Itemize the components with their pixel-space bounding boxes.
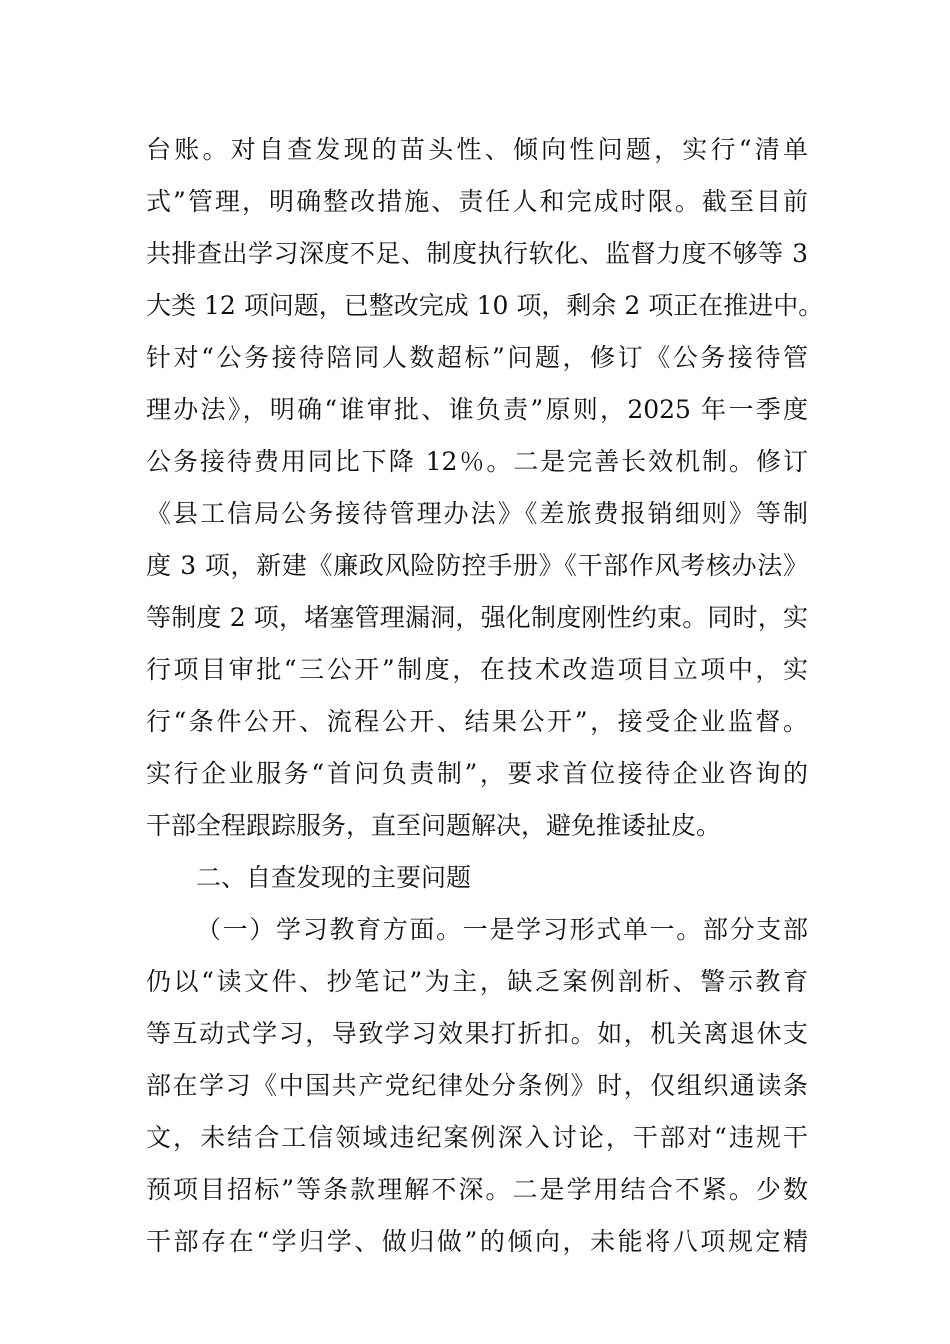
text-line-1: 台账。对自查发现的苗头性、倾向性问题，实行“清单 <box>146 135 808 164</box>
text-line-12: 行“条件公开、流程公开、结果公开”，接受企业监督。 <box>146 707 808 736</box>
text-line-13: 实行企业服务“首问负责制”，要求首位接待企业咨询的 <box>146 759 808 788</box>
text-line-16: （一）学习教育方面。一是学习形式单一。部分支部 <box>196 915 808 944</box>
text-line-4: 大类 12 项问题，已整改完成 10 项，剩余 2 项正在推进中。 <box>146 291 824 320</box>
text-line-8: 《县工信局公务接待管理办法》《差旅费报销细则》等制 <box>146 499 808 528</box>
text-line-11: 行项目审批“三公开”制度，在技术改造项目立项中，实 <box>146 655 808 684</box>
text-line-10: 等制度 2 项，堵塞管理漏洞，强化制度刚性约束。同时，实 <box>146 603 808 632</box>
text-line-22: 干部存在“学归学、做归做”的倾向，未能将八项规定精 <box>146 1227 808 1256</box>
text-line-7: 公务接待费用同比下降 12％。二是完善长效机制。修订 <box>146 447 808 476</box>
text-line-18: 等互动式学习，导致学习效果打折扣。如，机关离退休支 <box>146 1019 808 1048</box>
text-line-2: 式”管理，明确整改措施、责任人和完成时限。截至目前 <box>146 187 808 216</box>
text-line-6: 理办法》，明确“谁审批、谁负责”原则，2025 年一季度 <box>146 395 808 424</box>
text-line-5: 针对“公务接待陪同人数超标”问题，修订《公务接待管 <box>146 343 808 372</box>
section-heading: 二、自查发现的主要问题 <box>196 863 472 892</box>
text-line-19: 部在学习《中国共产党纪律处分条例》时，仅组织通读条 <box>146 1071 808 1100</box>
text-line-3: 共排查出学习深度不足、制度执行软化、监督力度不够等 3 <box>146 239 808 268</box>
text-line-21: 预项目招标”等条款理解不深。二是学用结合不紧。少数 <box>146 1175 808 1204</box>
text-line-20: 文，未结合工信领域违纪案例深入讨论，干部对“违规干 <box>146 1123 808 1152</box>
text-line-14: 干部全程跟踪服务，直至问题解决，避免推诿扯皮。 <box>146 811 722 840</box>
text-line-17: 仍以“读文件、抄笔记”为主，缺乏案例剖析、警示教育 <box>146 967 808 996</box>
text-line-9: 度 3 项，新建《廉政风险防控手册》《干部作风考核办法》 <box>146 551 808 580</box>
